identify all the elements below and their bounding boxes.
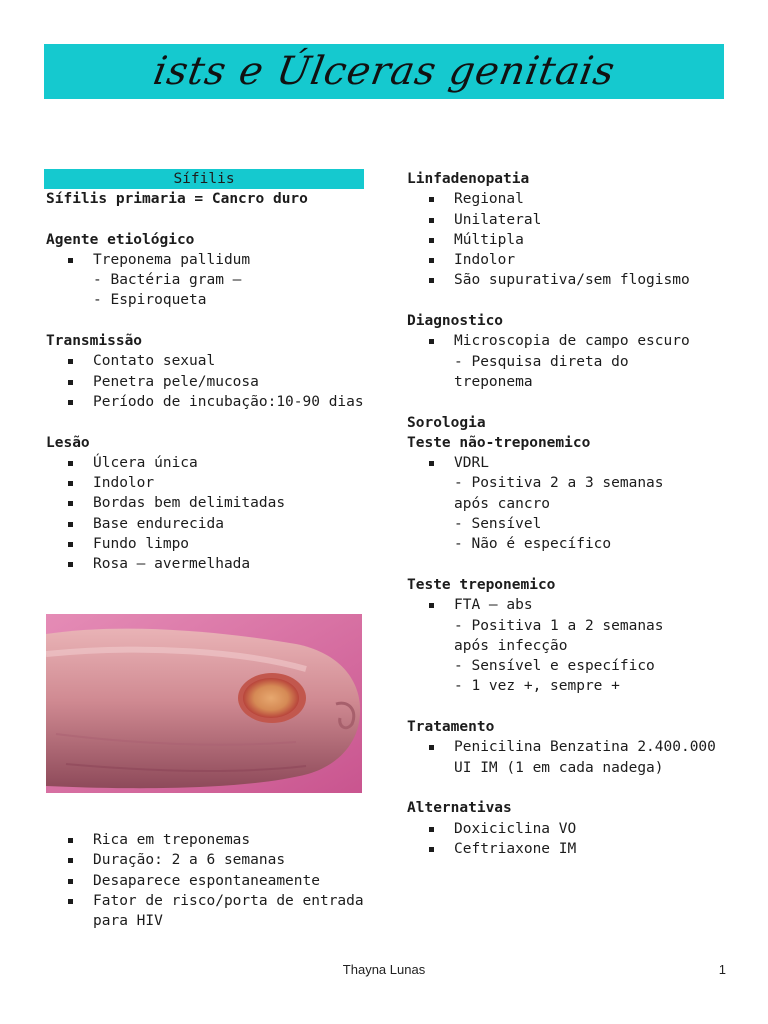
- lymph-heading: Linfadenopatia: [407, 171, 530, 187]
- title-banner: [44, 44, 724, 99]
- treponemic-heading: Teste treponemico: [407, 576, 556, 593]
- list-item: Base endurecida: [46, 514, 364, 534]
- serology-sub-line: após cancro: [454, 495, 551, 512]
- alternatives-list: [407, 819, 727, 860]
- list-item: Duração: 2 a 6 semanas: [46, 850, 364, 870]
- list-item: FTA – abs: [407, 595, 727, 615]
- list-item: São supurativa/sem flogismo: [407, 270, 727, 290]
- treponemic-sub-line: - 1 vez +, sempre +: [454, 678, 620, 695]
- agent-sub-line: - Espiroqueta: [93, 292, 207, 309]
- nontreponemic-heading: Teste não-treponemico: [407, 434, 591, 451]
- list-item: Ceftriaxone IM: [407, 839, 727, 859]
- list-item: Unilateral: [407, 210, 727, 230]
- right-column: [407, 169, 727, 859]
- treatment-heading: Tratamento: [407, 719, 495, 736]
- agent-sub-line: - Bactéria gram –: [93, 272, 242, 289]
- characteristics-list: [46, 830, 373, 931]
- list-item: Doxiciclina VO: [407, 819, 727, 839]
- list-item: Contato sexual: [46, 351, 364, 371]
- page-title: ists e Úlceras genitais: [149, 49, 619, 94]
- treponemic-sub-line: - Sensível e específico: [454, 658, 655, 675]
- footer-author: Thayna Lunas: [342, 962, 426, 977]
- list-item: Bordas bem delimitadas: [46, 493, 364, 513]
- list-item: Período de incubação:10-90 dias: [46, 392, 364, 412]
- list-item: Fundo limpo: [46, 534, 364, 554]
- list-item: Úlcera única: [46, 453, 364, 473]
- lesion-photo: [46, 614, 362, 793]
- transmission-heading: Transmissão: [46, 333, 143, 350]
- list-item: Múltipla: [407, 230, 727, 250]
- list-item: Microscopia de campo escuro: [407, 331, 727, 351]
- list-item: Rosa – avermelhada: [46, 554, 364, 574]
- list-item: Fator de risco/porta de entrada para HIV: [46, 891, 364, 932]
- treponemic-list: [407, 595, 727, 615]
- diagnosis-heading: Diagnostico: [407, 313, 504, 330]
- lesion-characteristics: [46, 830, 373, 931]
- treponemic-sub-line: após infecção: [454, 637, 568, 654]
- list-item: Desaparece espontaneamente: [46, 871, 364, 891]
- serology-sub-line: - Não é específico: [454, 536, 612, 553]
- page-number: 1: [718, 962, 726, 977]
- agent-list: [46, 250, 364, 270]
- agent-heading: Agente etiológico: [46, 231, 195, 248]
- serology-list: [407, 453, 727, 473]
- diagnosis-list: [407, 331, 727, 351]
- section-heading-sifilis: Sífilis: [44, 169, 364, 189]
- diagnosis-sub-line: - Pesquisa direta do: [454, 353, 629, 370]
- subtitle: Sífilis primaria = Cancro duro: [46, 191, 308, 207]
- list-item: Treponema pallidum: [46, 250, 364, 270]
- list-item: Indolor: [46, 473, 364, 493]
- left-column: [46, 169, 364, 575]
- list-item: Indolor: [407, 250, 727, 270]
- list-item: VDRL: [407, 453, 727, 473]
- treponemic-sub-line: - Positiva 1 a 2 semanas: [454, 617, 664, 634]
- list-item: Penicilina Benzatina 2.400.000 UI IM (1 em cada nadega): [407, 737, 727, 778]
- lesion-list: [46, 453, 364, 575]
- list-item: Rica em treponemas: [46, 830, 364, 850]
- list-item: Penetra pele/mucosa: [46, 372, 364, 392]
- lymph-list: [407, 189, 727, 290]
- transmission-list: [46, 351, 364, 412]
- serology-heading: Sorologia: [407, 414, 486, 431]
- treatment-list: [407, 737, 727, 778]
- serology-sub-line: - Positiva 2 a 3 semanas: [454, 475, 664, 492]
- alternatives-heading: Alternativas: [407, 800, 512, 817]
- lesion-heading: Lesão: [46, 434, 90, 451]
- diagnosis-sub-line: treponema: [454, 373, 533, 390]
- serology-sub-line: - Sensível: [454, 516, 542, 533]
- list-item: Regional: [407, 189, 727, 209]
